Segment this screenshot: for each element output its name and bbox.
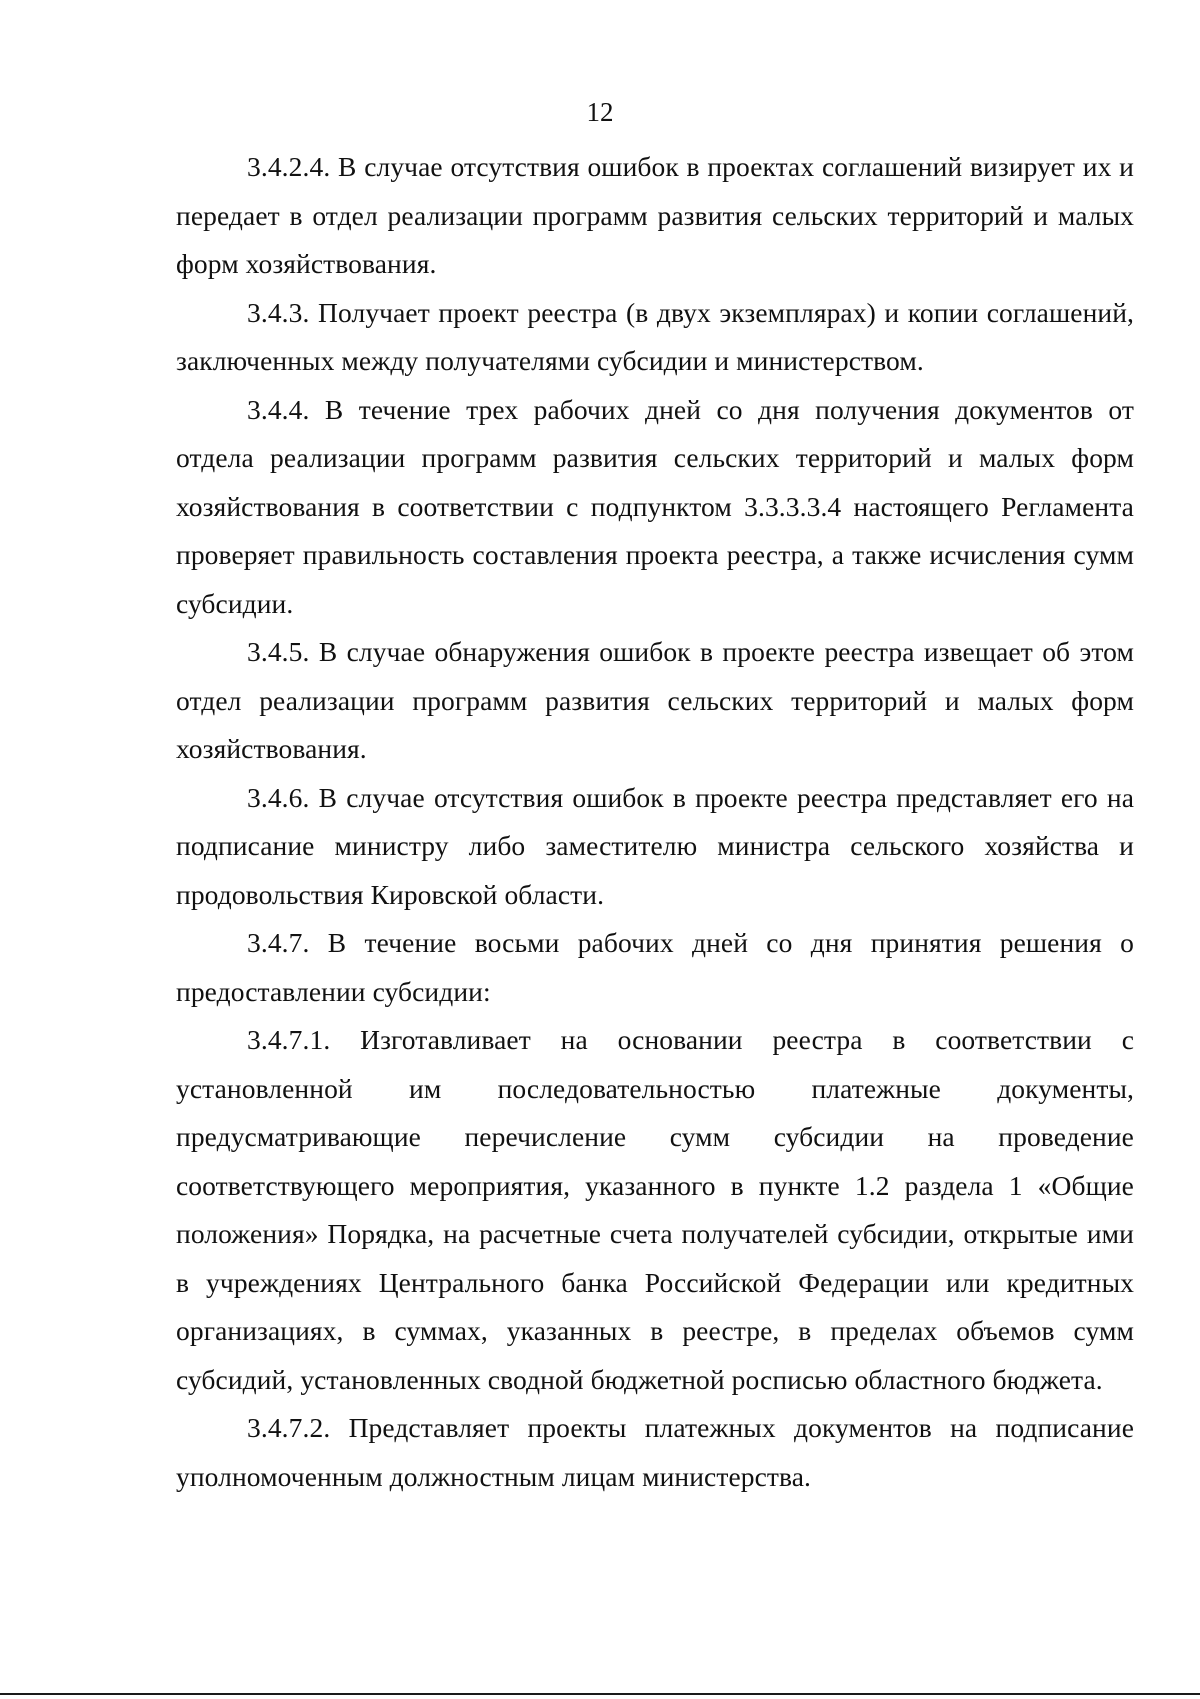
scan-edge-line <box>0 1693 1200 1695</box>
paragraph-3-4-4: 3.4.4. В течение трех рабочих дней со дня получения документов от отдела реализации программ развития сельских территорий и малых форм хозяйствования в соответствии с подпунктом 3.3.3.3.4 настоящего Регламента проверяет правильность составления проекта реестра, а также исчисления сумм субсидии. <box>176 393 1134 619</box>
paragraph-3-4-3: 3.4.3. Получает проект реестра (в двух экземплярах) и копии соглашений, заключенных между получателями субсидии и министерством. <box>176 296 1134 376</box>
document-body <box>176 143 1134 1501</box>
paragraph-3-4-7-2: 3.4.7.2. Представляет проекты платежных документов на подписание уполномоченным должностным лицам министерства. <box>176 1412 1134 1492</box>
paragraph-3-4-7-1: 3.4.7.1. Изготавливает на основании реестра в соответствии с установленной им последовательностью платежные документы, предусматривающие перечисление сумм субсидии на проведение соответствующего мероприятия, указанного в пункте 1.2 раздела 1 «Общие положения» Порядка, на расчетные счета получателей субсидии, открытые ими в учреждениях Центрального банка Российской Федерации или кредитных организациях, в суммах, указанных в реестре, в пределах объемов сумм субсидий, установленных сводной бюджетной росписью областного бюджета. <box>176 1024 1134 1395</box>
paragraph-3-4-6: 3.4.6. В случае отсутствия ошибок в проекте реестра представляет его на подписание министру либо заместителю министра сельского хозяйства и продовольствия Кировской области. <box>176 781 1134 910</box>
paragraph-3-4-7: 3.4.7. В течение восьми рабочих дней со дня принятия решения о предоставлении субсидии: <box>176 927 1134 1007</box>
paragraph-3-4-2-4: 3.4.2.4. В случае отсутствия ошибок в проектах соглашений визирует их и передает в отдел реализации программ развития сельских территорий и малых форм хозяйствования. <box>176 151 1134 279</box>
page-number: 12 <box>586 97 614 127</box>
paragraph-3-4-5: 3.4.5. В случае обнаружения ошибок в проекте реестра извещает об этом отдел реализации программ развития сельских территорий и малых форм хозяйствования. <box>176 636 1134 764</box>
